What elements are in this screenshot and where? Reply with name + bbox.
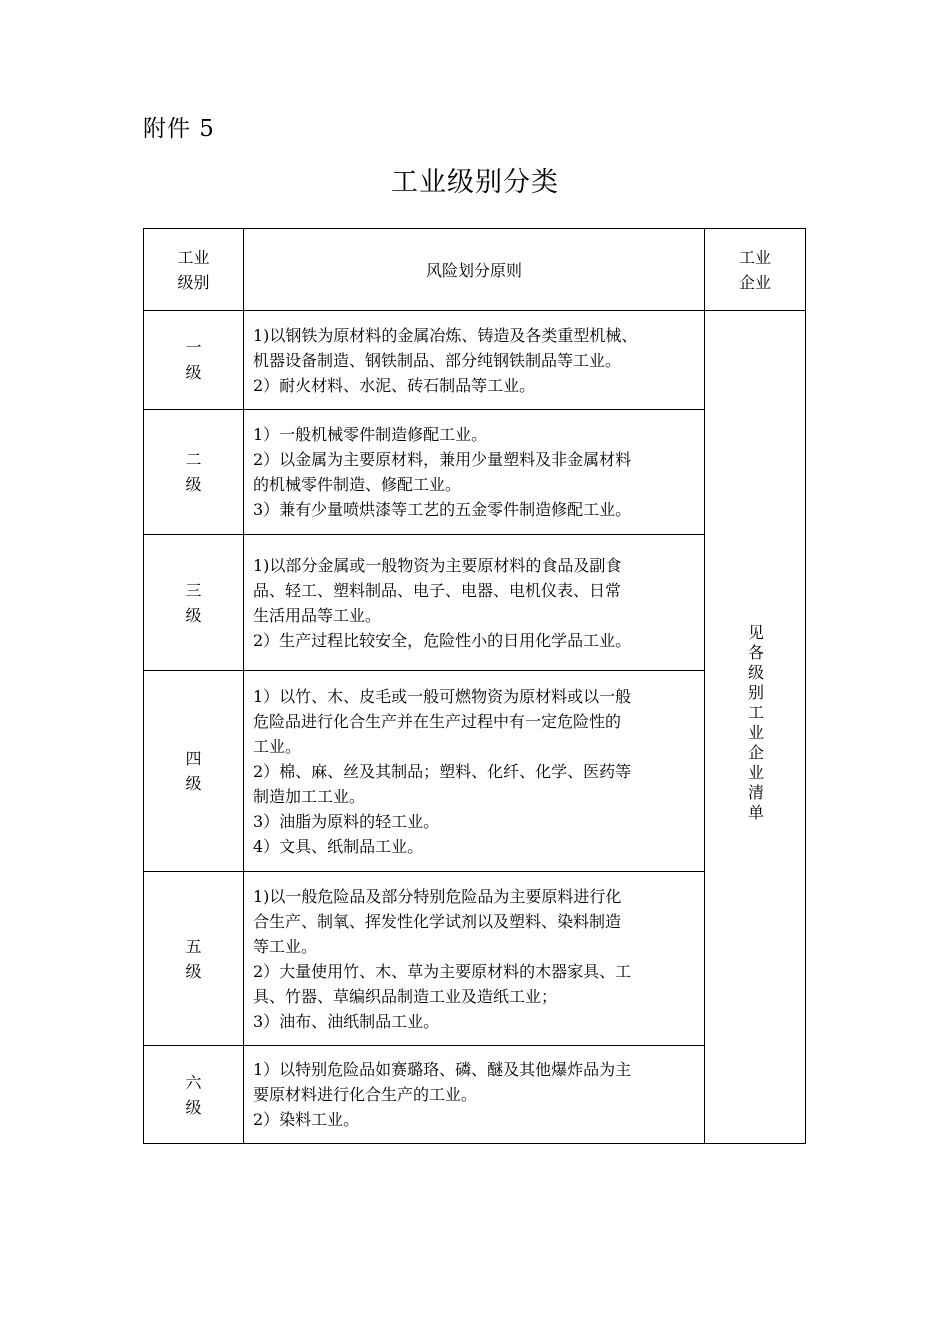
attachment-label: 附件 5 <box>143 116 215 142</box>
level-line1: 一 <box>185 338 202 357</box>
level-line1: 四 <box>185 749 202 768</box>
principle-line: 1）以特别危险品如赛璐珞、磷、醚及其他爆炸品为主 <box>253 1060 632 1079</box>
level-cell <box>144 311 244 410</box>
principle-line: 2）棉、麻、丝及其制品；塑料、化纤、化学、医药等 <box>253 761 632 781</box>
principle-line: 危险品进行化合生产并在生产过程中有一定危险性的 <box>253 711 622 731</box>
principle-cell <box>244 535 705 671</box>
principle-cell <box>244 1046 705 1144</box>
principle-line: 2）大量使用竹、木、草为主要原材料的木器家具、工 <box>253 961 632 981</box>
principle-line: 机器设备制造、钢铁制品、部分纯钢铁制品等工业。 <box>253 350 622 370</box>
principle-line: 制造加工工业。 <box>253 786 366 806</box>
document-title: 工业级别分类 <box>391 167 559 198</box>
principle-cell <box>244 410 705 535</box>
principle-line: 3）油布、油纸制品工业。 <box>253 1011 440 1031</box>
industry-level-table <box>143 228 806 1144</box>
principle-cell <box>244 872 705 1046</box>
level-line2: 级 <box>185 1097 202 1117</box>
enterprise-cell <box>705 311 806 1144</box>
table-row <box>144 311 806 410</box>
principle-line: 合生产、制氧、挥发性化学试剂以及塑料、染料制造 <box>253 911 622 931</box>
level-line1: 六 <box>185 1072 202 1092</box>
level-line2: 级 <box>185 774 202 793</box>
principle-line: 1)以一般危险品及部分特别危险品为主要原料进行化 <box>253 886 622 906</box>
table-header-row <box>144 229 806 311</box>
principle-line: 具、竹器、草编织品制造工业及造纸工业； <box>253 986 558 1006</box>
level-cell <box>144 1046 244 1144</box>
principle-line: 生活用品等工业。 <box>253 605 382 625</box>
level-cell <box>144 410 244 535</box>
level-line2: 级 <box>185 475 202 494</box>
header-level-cell <box>144 229 244 311</box>
level-line2: 级 <box>185 961 202 981</box>
level-line2: 级 <box>185 363 202 382</box>
principle-line: 要原材料进行化合生产的工业。 <box>253 1085 478 1104</box>
header-principle-cell <box>244 229 705 311</box>
principle-line: 2）以金属为主要原材料，兼用少量塑料及非金属材料 <box>253 450 632 469</box>
principle-line: 2）耐火材料、水泥、砖石制品等工业。 <box>253 375 536 395</box>
level-cell <box>144 535 244 671</box>
principle-line: 工业。 <box>253 736 302 756</box>
header-enterprise-cell <box>705 229 806 311</box>
header-principle: 风险划分原则 <box>425 261 522 280</box>
level-cell <box>144 671 244 872</box>
level-line1: 二 <box>185 450 202 469</box>
principle-line: 1）一般机械零件制造修配工业。 <box>253 425 488 444</box>
principle-line: 1）以竹、木、皮毛或一般可燃物资为原材料或以一般 <box>253 686 632 706</box>
header-level-line1: 工业 <box>177 247 210 267</box>
header-enterprise-line1: 工业 <box>738 247 771 267</box>
level-cell <box>144 872 244 1046</box>
principle-line: 2）生产过程比较安全，危险性小的日用化学品工业。 <box>253 630 632 650</box>
principle-line: 的机械零件制造、修配工业。 <box>253 475 462 494</box>
header-enterprise-line2: 企业 <box>738 272 771 292</box>
level-line1: 三 <box>185 580 202 600</box>
header-level-line2: 级别 <box>177 272 210 292</box>
principle-line: 3）油脂为原料的轻工业。 <box>253 811 440 831</box>
principle-line: 3）兼有少量喷烘漆等工艺的五金零件制造修配工业。 <box>253 500 632 519</box>
principle-line: 1)以钢铁为原材料的金属冶炼、铸造及各类重型机械、 <box>253 325 638 345</box>
principle-line: 等工业。 <box>253 936 318 956</box>
level-line1: 五 <box>185 936 202 956</box>
principle-line: 1)以部分金属或一般物资为主要原材料的食品及副食 <box>253 555 622 575</box>
principle-line: 2）染料工业。 <box>253 1110 360 1129</box>
principle-cell <box>244 671 705 872</box>
level-line2: 级 <box>185 605 202 625</box>
principle-line: 品、轻工、塑料制品、电子、电器、电机仪表、日常 <box>253 580 622 600</box>
principle-cell <box>244 311 705 410</box>
principle-line: 4）文具、纸制品工业。 <box>253 836 424 856</box>
enterprise-note: 见各级别工业企业清单 <box>745 623 765 824</box>
